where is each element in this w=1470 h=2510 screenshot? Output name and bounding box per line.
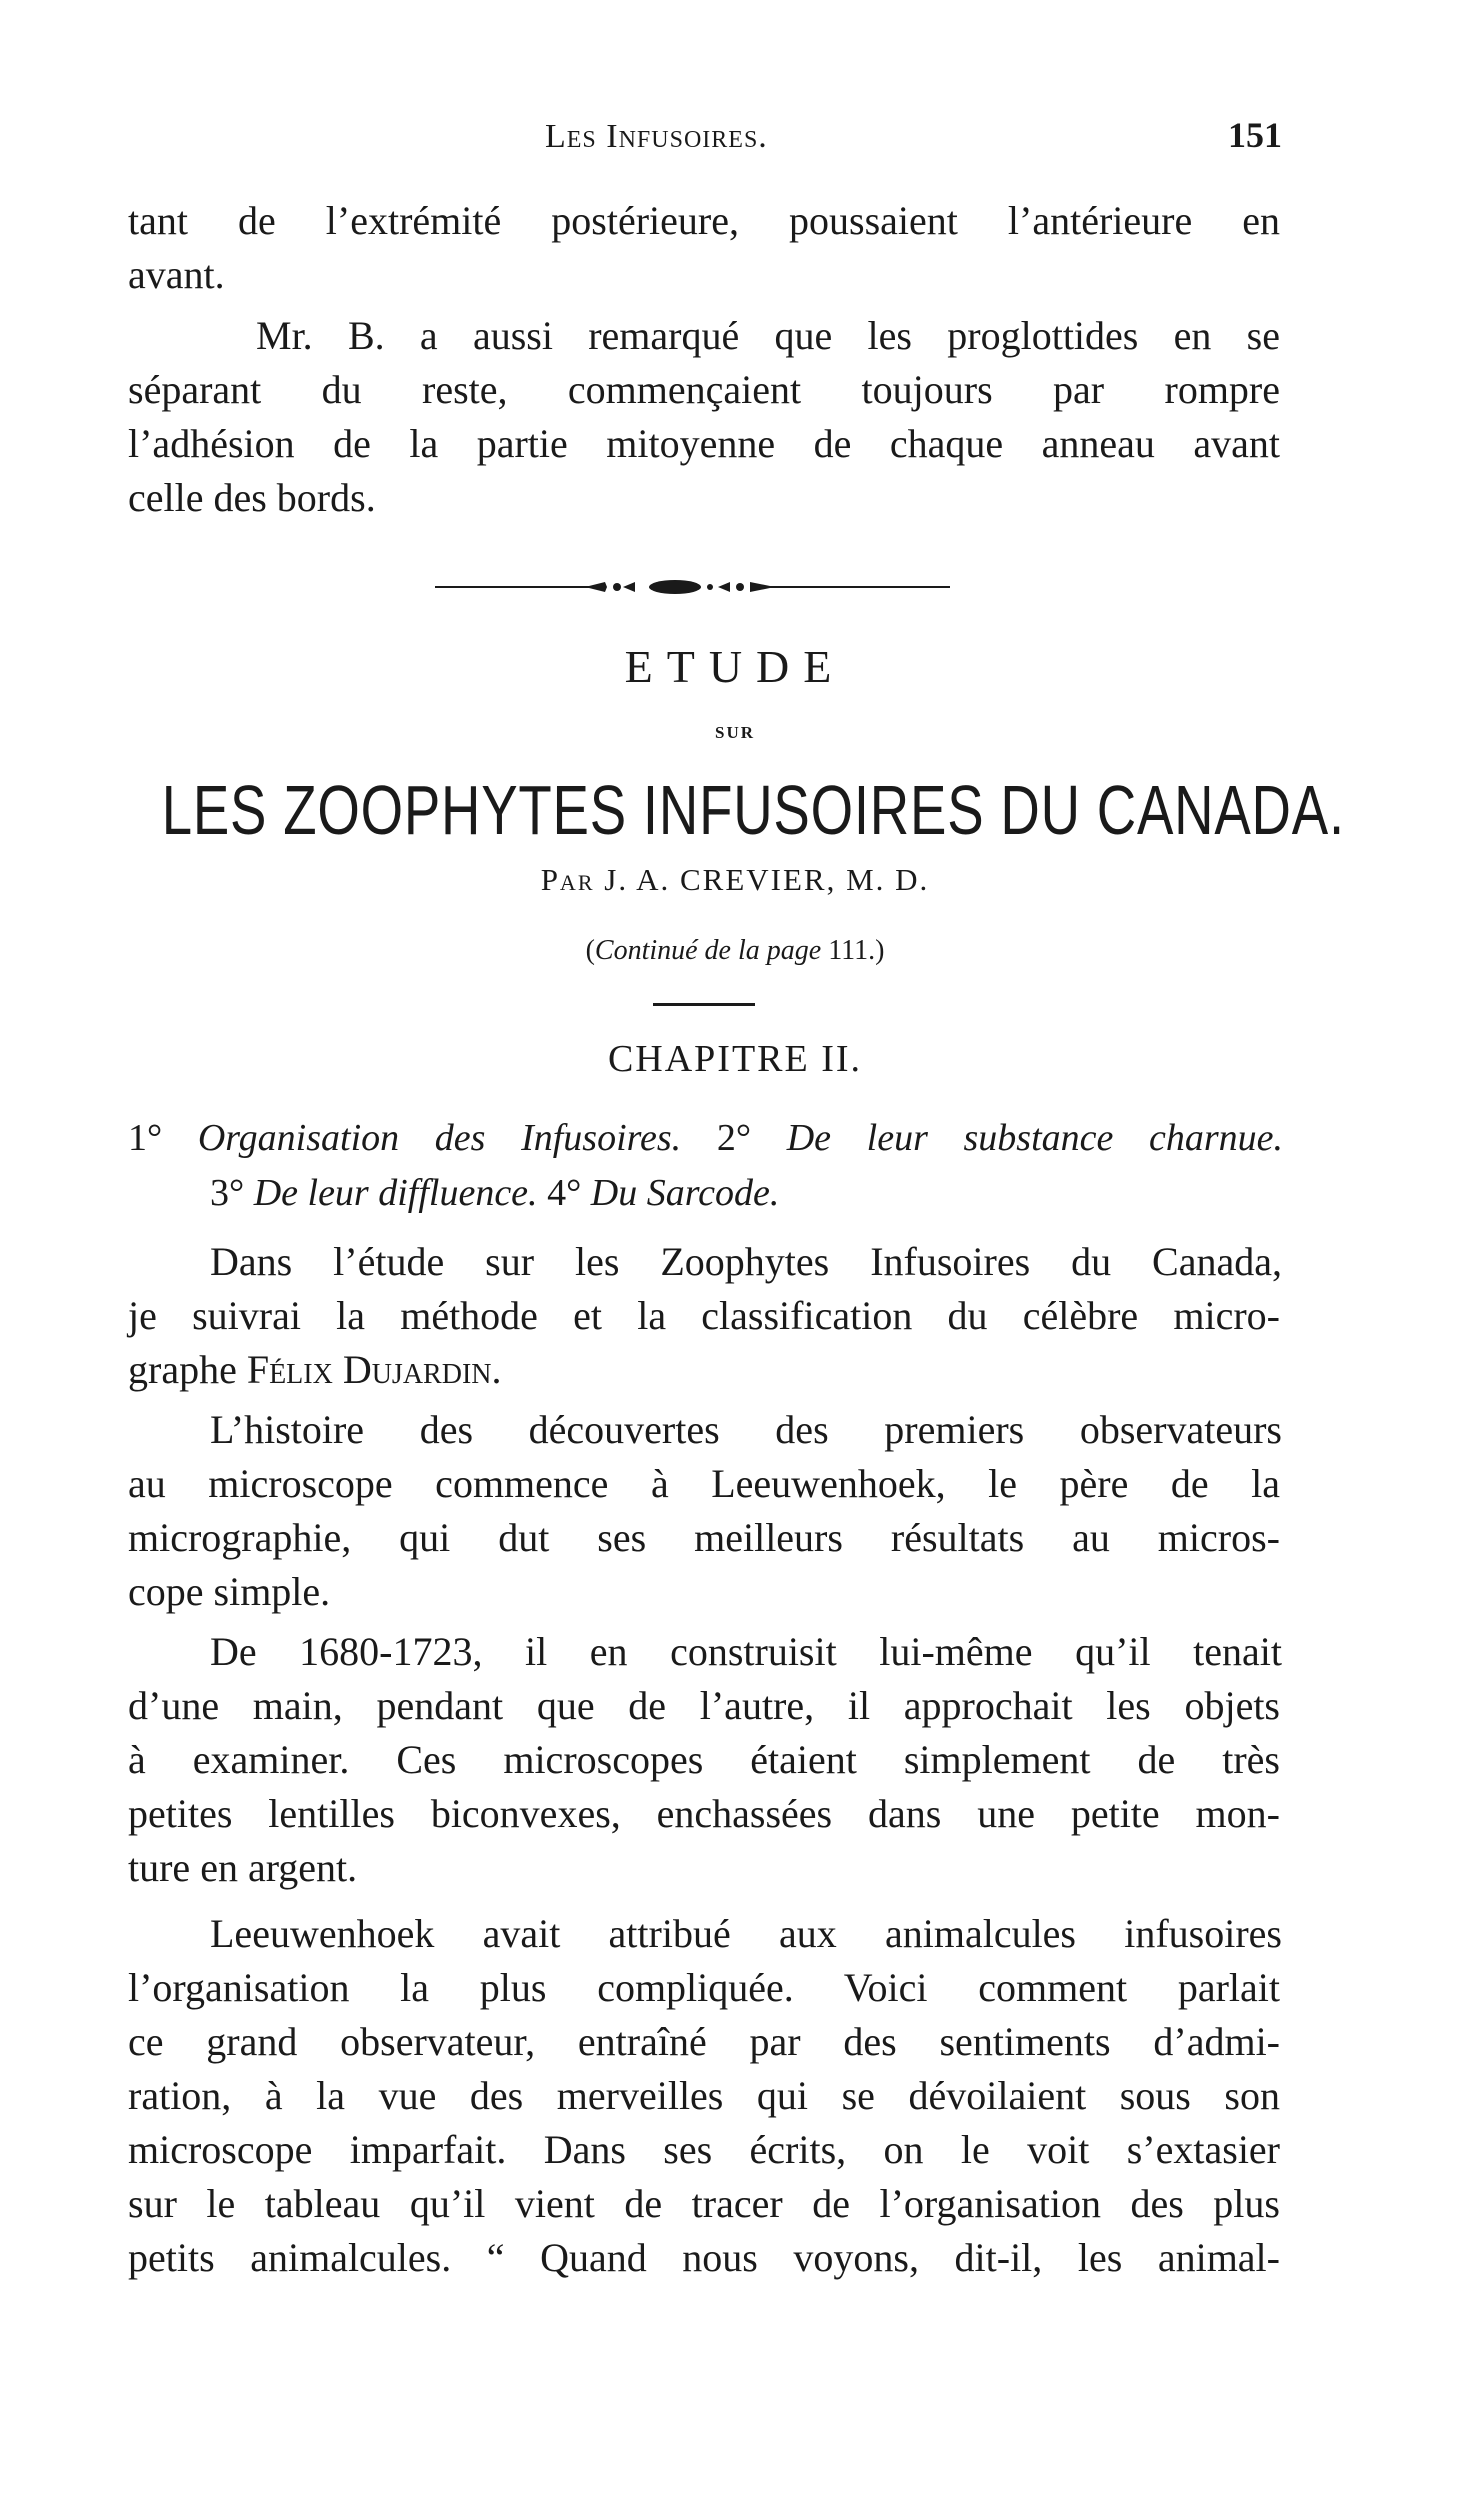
para2-line-4: cope simple. [128, 1569, 331, 1614]
para1-line-3-start: graphe [128, 1347, 237, 1392]
continued-open: ( [585, 935, 595, 966]
para1-line-1: Dans l’étude sur les Zoophytes Infusoires du Canada, [210, 1239, 1282, 1284]
summary-num-2: 2° [716, 1117, 752, 1159]
para4-line-3: ce grand observateur, entraîné par des sentiments d’admi- [128, 2019, 1280, 2064]
intro-line-4: séparant du reste, commençaient toujours par rompre [128, 367, 1280, 412]
para1-line-2: je suivrai la méthode et la classification du célèbre micro- [128, 1293, 1280, 1338]
para1-line-3-end: . [491, 1347, 502, 1392]
chapter-summary-line-2 [210, 1168, 779, 1218]
page-number: 151 [1228, 115, 1282, 155]
person-name-dujardin: Félix Dujardin [246, 1347, 492, 1392]
summary-num-1: 1° [128, 1117, 163, 1159]
article-heading-sur: SUR [714, 723, 755, 742]
para4-line-1: Leeuwenhoek avait attribué aux animalcules infusoires [210, 1911, 1282, 1956]
para4-line-7: petits animalcules. “ Quand nous voyons, dit-il, les animal- [128, 2235, 1280, 2280]
summary-item-4: Du Sarcode. [590, 1172, 780, 1214]
author-prefix: Par [540, 862, 595, 897]
summary-item-1: Organisation des Infusoires. [197, 1117, 682, 1159]
para4-line-6: sur le tableau qu’il vient de tracer de l’organisation des plus [128, 2181, 1280, 2226]
para2-line-1: L’histoire des découvertes des premiers observateurs [210, 1407, 1282, 1452]
continued-note [0, 935, 1470, 967]
chapter-heading: CHAPITRE II. [607, 1038, 863, 1080]
continued-close: .) [868, 935, 885, 966]
summary-num-3: 3° [210, 1172, 245, 1214]
article-heading-etude: ETUDE [624, 641, 846, 692]
author-name: J. A. CREVIER, M. D. [604, 862, 930, 897]
para2-line-3: micrographie, qui dut ses meilleurs résultats au micros- [128, 1515, 1280, 1560]
intro-line-3: Mr. B. a aussi remarqué que les proglottides en se [256, 313, 1280, 358]
chapter-summary-line-1 [128, 1113, 1283, 1163]
intro-line-2: avant. [128, 252, 225, 297]
para3-line-1: De 1680-1723, il en construisit lui-même qu’il tenait [210, 1629, 1282, 1674]
article-author [0, 862, 1470, 898]
chapter-rule [653, 1003, 755, 1006]
para3-line-2: d’une main, pendant que de l’autre, il approchait les objets [128, 1683, 1280, 1728]
para4-line-5: microscope imparfait. Dans ses écrits, on le voit s’extasier [128, 2127, 1280, 2172]
running-header-title: Les Infusoires. [545, 118, 768, 155]
continued-text: Continué de la page [594, 935, 822, 966]
para4-line-2: l’organisation la plus compliquée. Voici comment parlait [128, 1965, 1280, 2010]
para3-line-5: ture en argent. [128, 1845, 358, 1890]
summary-item-2: De leur substance charnue. [786, 1117, 1284, 1159]
ornament-divider [435, 575, 955, 599]
para1-line-3 [128, 1344, 1280, 1396]
intro-line-5: l’adhésion de la partie mitoyenne de chaque anneau avant [128, 421, 1280, 466]
summary-num-4: 4° [547, 1172, 582, 1214]
summary-item-3: De leur diffluence. [253, 1172, 538, 1214]
para3-line-4: petites lentilles biconvexes, enchassées dans une petite mon- [128, 1791, 1280, 1836]
continued-page: 111 [828, 935, 869, 966]
para3-line-3: à examiner. Ces microscopes étaient simplement de très [128, 1737, 1280, 1782]
intro-line-1: tant de l’extrémité postérieure, poussaient l’antérieure en [128, 198, 1280, 243]
intro-line-6: celle des bords. [128, 475, 376, 520]
article-title: LES ZOOPHYTES INFUSOIRES DU CANADA. [161, 771, 1345, 849]
para2-line-2: au microscope commence à Leeuwenhoek, le père de la [128, 1461, 1280, 1506]
para4-line-4: ration, à la vue des merveilles qui se dévoilaient sous son [128, 2073, 1280, 2118]
